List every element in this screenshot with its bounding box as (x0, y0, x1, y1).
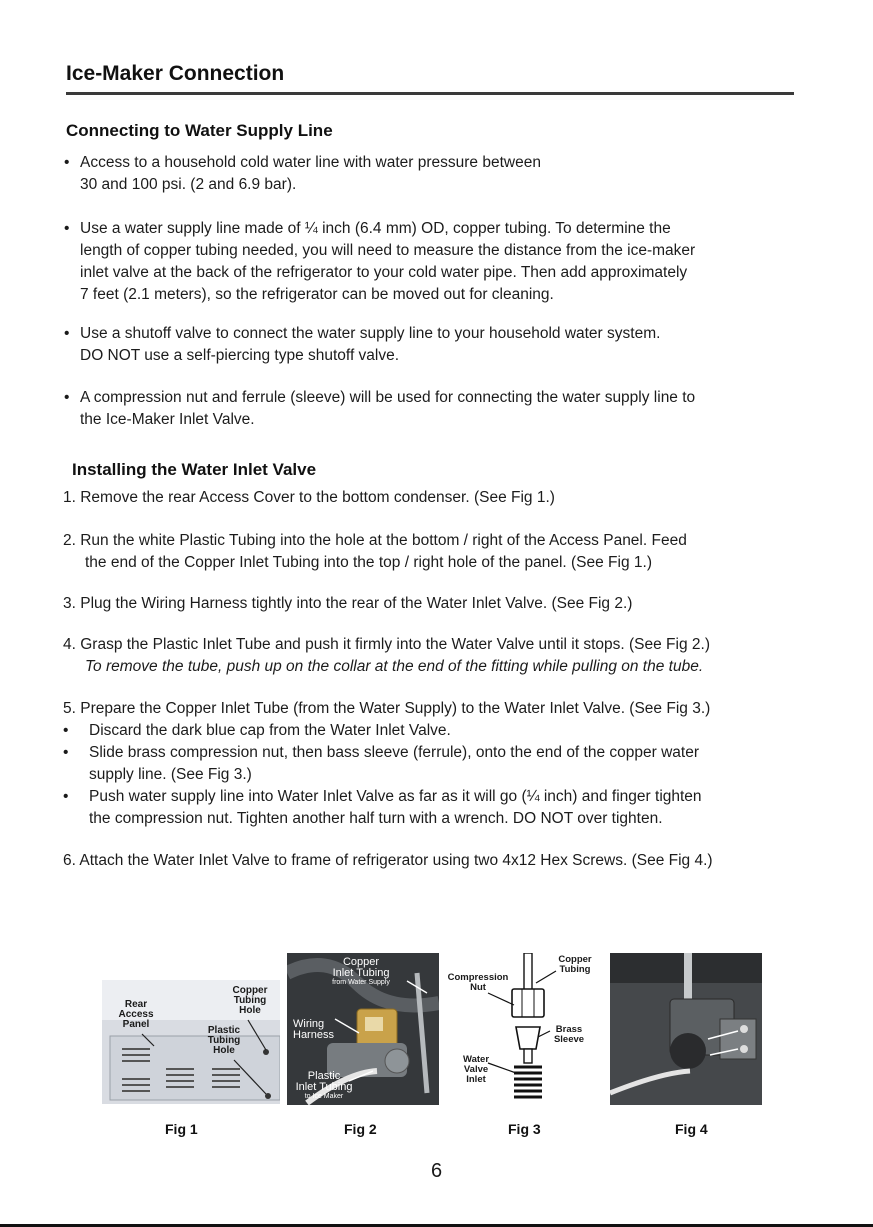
fig4-image (610, 953, 762, 1105)
title-rule (66, 92, 794, 95)
step-5-bullet-cont: the compression nut. Tighten another half turn with a wrench. DO NOT over tighten. (89, 810, 663, 827)
bullet-dot: • (63, 722, 69, 739)
page-number: 6 (430, 1160, 443, 1182)
fig1-label-plastic: Plastic Tubing Hole (207, 1025, 241, 1056)
step-2-cont: the end of the Copper Inlet Tubing into the top / right hole of the panel. (See Fig 1.) (85, 554, 652, 571)
section-heading-inlet-valve: Installing the Water Inlet Valve (72, 460, 317, 479)
fig3-label-copper: Copper Tubing (558, 954, 592, 975)
fig4-drawing (610, 953, 762, 1105)
fig2-label-wiring: Wiring Harness (293, 1018, 334, 1041)
bullet-line: A compression nut and ferrule (sleeve) will be used for connecting the water supply line to (80, 389, 696, 406)
fig1-image (102, 980, 280, 1104)
fig1-label-rear: Rear Access Panel (118, 999, 154, 1030)
fig4-caption: Fig 4 (675, 1121, 708, 1137)
bullet-line: Access to a household cold water line with water pressure between (80, 154, 541, 171)
step-5-bullet: Discard the dark blue cap from the Water Inlet Valve. (89, 722, 451, 739)
fig2-caption: Fig 2 (344, 1121, 377, 1137)
bullet-dot: • (64, 220, 70, 237)
fig3-caption: Fig 3 (508, 1121, 541, 1137)
step-5-bullet-cont: supply line. (See Fig 3.) (89, 766, 252, 783)
bullet-line: DO NOT use a self-piercing type shutoff valve. (80, 347, 400, 364)
bullet-dot: • (64, 325, 70, 342)
fig1-caption: Fig 1 (165, 1121, 198, 1137)
fig2-label-copper: Copper Inlet Tubing from Water Supply (332, 956, 390, 986)
bullet-line: 7 feet (2.1 meters), so the refrigerator can be moved out for cleaning. (80, 286, 554, 303)
fig3-label-water: Water Valve Inlet (462, 1054, 490, 1085)
step-4-note: To remove the tube, push up on the collar at the end of the fitting while pulling on the tube. (85, 658, 704, 675)
bullet-line: inlet valve at the back of the refrigerator to your cold water pipe. Then add approximately (80, 264, 688, 281)
fig3-label-brass: Brass Sleeve (553, 1024, 585, 1045)
step-3: 3. Plug the Wiring Harness tightly into the rear of the Water Inlet Valve. (See Fig 2.) (63, 595, 633, 612)
step-5-bullet: Push water supply line into Water Inlet Valve as far as it will go (¼ inch) and finger tighten (89, 788, 702, 805)
step-2: 2. Run the white Plastic Tubing into the hole at the bottom / right of the Access Panel. Feed (63, 532, 687, 549)
page-title: Ice-Maker Connection (66, 62, 285, 85)
fig3-image (440, 953, 602, 1105)
section-heading-water-supply: Connecting to Water Supply Line (66, 121, 333, 140)
bullet-line: 30 and 100 psi. (2 and 6.9 bar). (80, 176, 297, 193)
bullet-dot: • (64, 154, 70, 171)
step-5: 5. Prepare the Copper Inlet Tube (from the Water Supply) to the Water Inlet Valve. (See Fig 3.) (63, 700, 711, 717)
step-1: 1. Remove the rear Access Cover to the bottom condenser. (See Fig 1.) (63, 489, 555, 506)
step-6: 6. Attach the Water Inlet Valve to frame of refrigerator using two 4x12 Hex Screws. (See Fig 4.) (63, 852, 713, 869)
fig2-label-plastic: Plastic Inlet Tubing to Ice Maker (295, 1070, 353, 1100)
bullet-line: Use a water supply line made of ¼ inch (6.4 mm) OD, copper tubing. To determine the (80, 220, 671, 237)
fig2-image (287, 953, 439, 1105)
bullet-line: Use a shutoff valve to connect the water supply line to your household water system. (80, 325, 661, 342)
bullet-dot: • (64, 389, 70, 406)
bullet-line: the Ice-Maker Inlet Valve. (80, 411, 255, 428)
step-5-bullet: Slide brass compression nut, then bass sleeve (ferrule), onto the end of the copper water (89, 744, 700, 761)
bullet-dot: • (63, 744, 69, 761)
bullet-line: length of copper tubing needed, you will need to measure the distance from the ice-maker (80, 242, 696, 259)
fig3-label-compression: Compression Nut (447, 972, 509, 993)
fig1-label-copper: Copper Tubing Hole (232, 985, 268, 1016)
step-4: 4. Grasp the Plastic Inlet Tube and push it firmly into the Water Valve until it stops. (See Fig 2.) (63, 636, 710, 653)
bullet-dot: • (63, 788, 69, 805)
